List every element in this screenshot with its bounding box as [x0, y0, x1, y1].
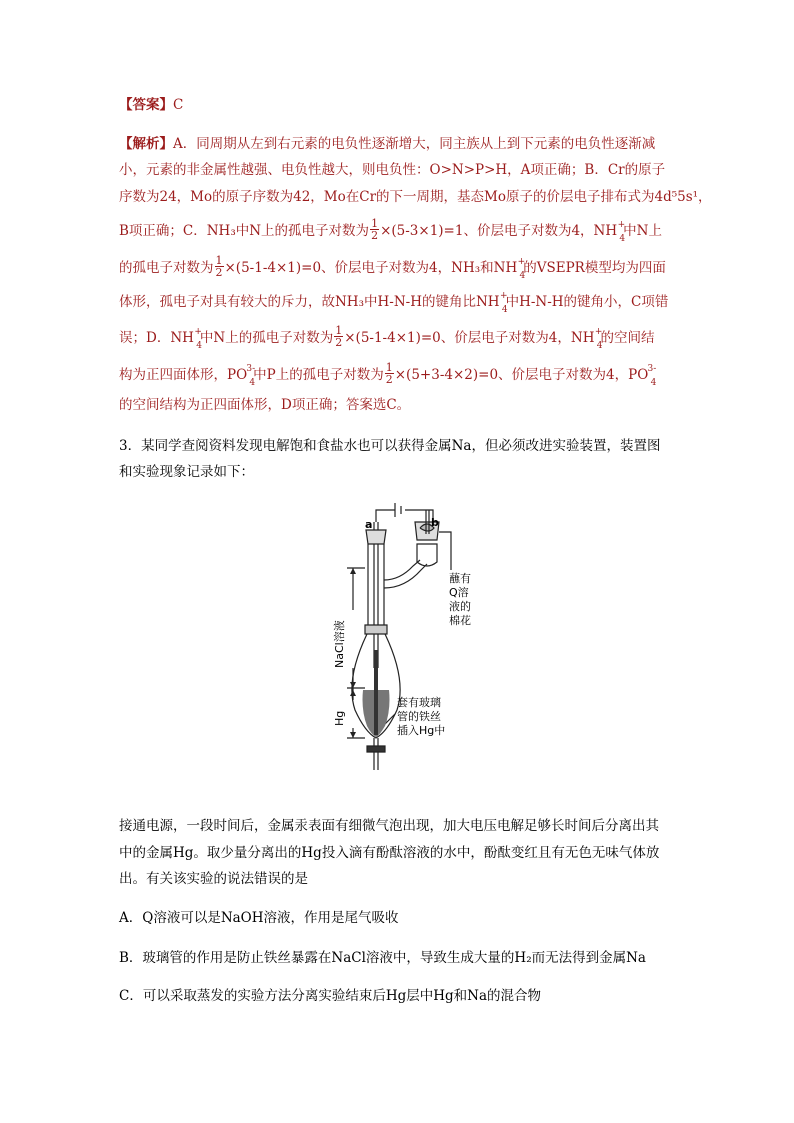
question-stem-1: 3．某同学查阅资料发现电解饱和食盐水也可以获得金属Na，但必须改进实验装置，装置图 — [119, 438, 661, 454]
analysis-line-9: 的空间结构为正四面体形，D项正确；答案选C。 — [119, 397, 411, 413]
question-body-1: 接通电源，一段时间后，金属汞表面有细微气泡出现，加大电压电解足够长时间后分离出其 — [119, 818, 659, 834]
ion-po4: PO 3- 4 — [628, 364, 657, 388]
answer-value: C — [173, 97, 184, 113]
label-wire-2: 管的铁丝 — [397, 710, 441, 723]
label-nacl: NaCl溶液 — [333, 620, 346, 668]
analysis-line-8: 构为正四面体形，PO 3- 4 中P上的孤电子对数为 $\frac{1}{2}$ ×(5+3-4×2)=0、价层电子对数为4，PO 3- 4 — [119, 361, 657, 388]
fraction-half: $\frac{1}{2}$ — [335, 324, 343, 349]
option-a: A．Q溶液可以是NaOH溶液，作用是尾气吸收 — [119, 910, 399, 926]
label-a: a — [365, 518, 373, 531]
label-cotton-3: 液的 — [449, 600, 471, 613]
analysis-label: 【解析】 — [119, 136, 173, 152]
option-c: C．可以采取蒸发的实验方法分离实验结束后Hg层中Hg和Na的混合物 — [119, 988, 542, 1004]
ion-nh4: NH + 4 — [593, 220, 626, 244]
analysis-line-2: 小，元素的非金属性越强、电负性越大，则电负性：O>N>P>H，A项正确；B．Cr的原子 — [119, 162, 666, 178]
label-wire-3: 插入Hg中 — [397, 724, 446, 737]
label-hg: Hg — [333, 710, 346, 726]
label-cotton-4: 棉花 — [449, 614, 471, 627]
label-b: b — [431, 516, 439, 529]
ion-nh4: NH + 4 — [570, 327, 603, 351]
fraction-half: $\frac{1}{2}$ — [385, 361, 393, 386]
apparatus-figure — [325, 500, 485, 790]
fraction-half: $\frac{1}{2}$ — [371, 217, 379, 242]
analysis-line-5: 的孤电子对数为 $\frac{1}{2}$ ×(5-1-4×1)=0、价层电子对数为4，NH₃和NH + 4 的VSEPR模型均为四面 — [119, 254, 666, 281]
iron-wire — [374, 650, 378, 735]
answer-label: 【答案】 — [119, 97, 173, 113]
analysis-line-4: B项正确；C．NH₃中N上的孤电子对数为 $\frac{1}{2}$ ×(5-3×1)=1、价层电子对数为4，NH + 4 中N上 — [119, 217, 662, 244]
analysis-line-6: 体形，孤电子对具有较大的斥力，故NH₃中H-N-H的键角比NH + 4 中H-N-H的键角小，C项错 — [119, 291, 669, 315]
answer-line — [119, 95, 679, 115]
ion-nh4: NH + 4 — [475, 291, 508, 315]
option-b: B．玻璃管的作用是防止铁丝暴露在NaCl溶液中，导致生成大量的H₂而无法得到金属Na — [119, 950, 646, 966]
question-body-2: 中的金属Hg。取少量分离出的Hg投入滴有酚酞溶液的水中，酚酞变红且有无色无味气体放 — [119, 845, 660, 861]
analysis-line-3: 序数为24，Mo的原子序数为42，Mo在Cr的下一周期，基态Mo原子的价层电子排布式为4d⁵5s¹， — [119, 189, 712, 205]
analysis-line-7: 误；D．NH + 4 中N上的孤电子对数为 $\frac{1}{2}$ ×(5-1-4×1)=0、价层电子对数为4，NH + 4 的空间结 — [119, 324, 655, 351]
analysis-line-1: 【解析】A．同周期从左到右元素的电负性逐渐增大，同主族从上到下元素的电负性逐渐减 — [119, 136, 656, 152]
label-cotton-1: 蘸有 — [449, 572, 471, 585]
ion-nh4: NH + 4 — [170, 327, 202, 351]
label-cotton-2: Q溶 — [449, 586, 469, 599]
label-wire-1: 套有玻璃 — [397, 696, 441, 709]
question-body-3: 出。有关该实验的说法错误的是 — [119, 871, 308, 887]
ion-po4: PO 3- 4 — [227, 364, 256, 388]
question-stem-2: 和实验现象记录如下： — [119, 464, 254, 480]
fraction-half: $\frac{1}{2}$ — [215, 254, 223, 279]
ion-nh4: NH + 4 — [493, 257, 526, 281]
